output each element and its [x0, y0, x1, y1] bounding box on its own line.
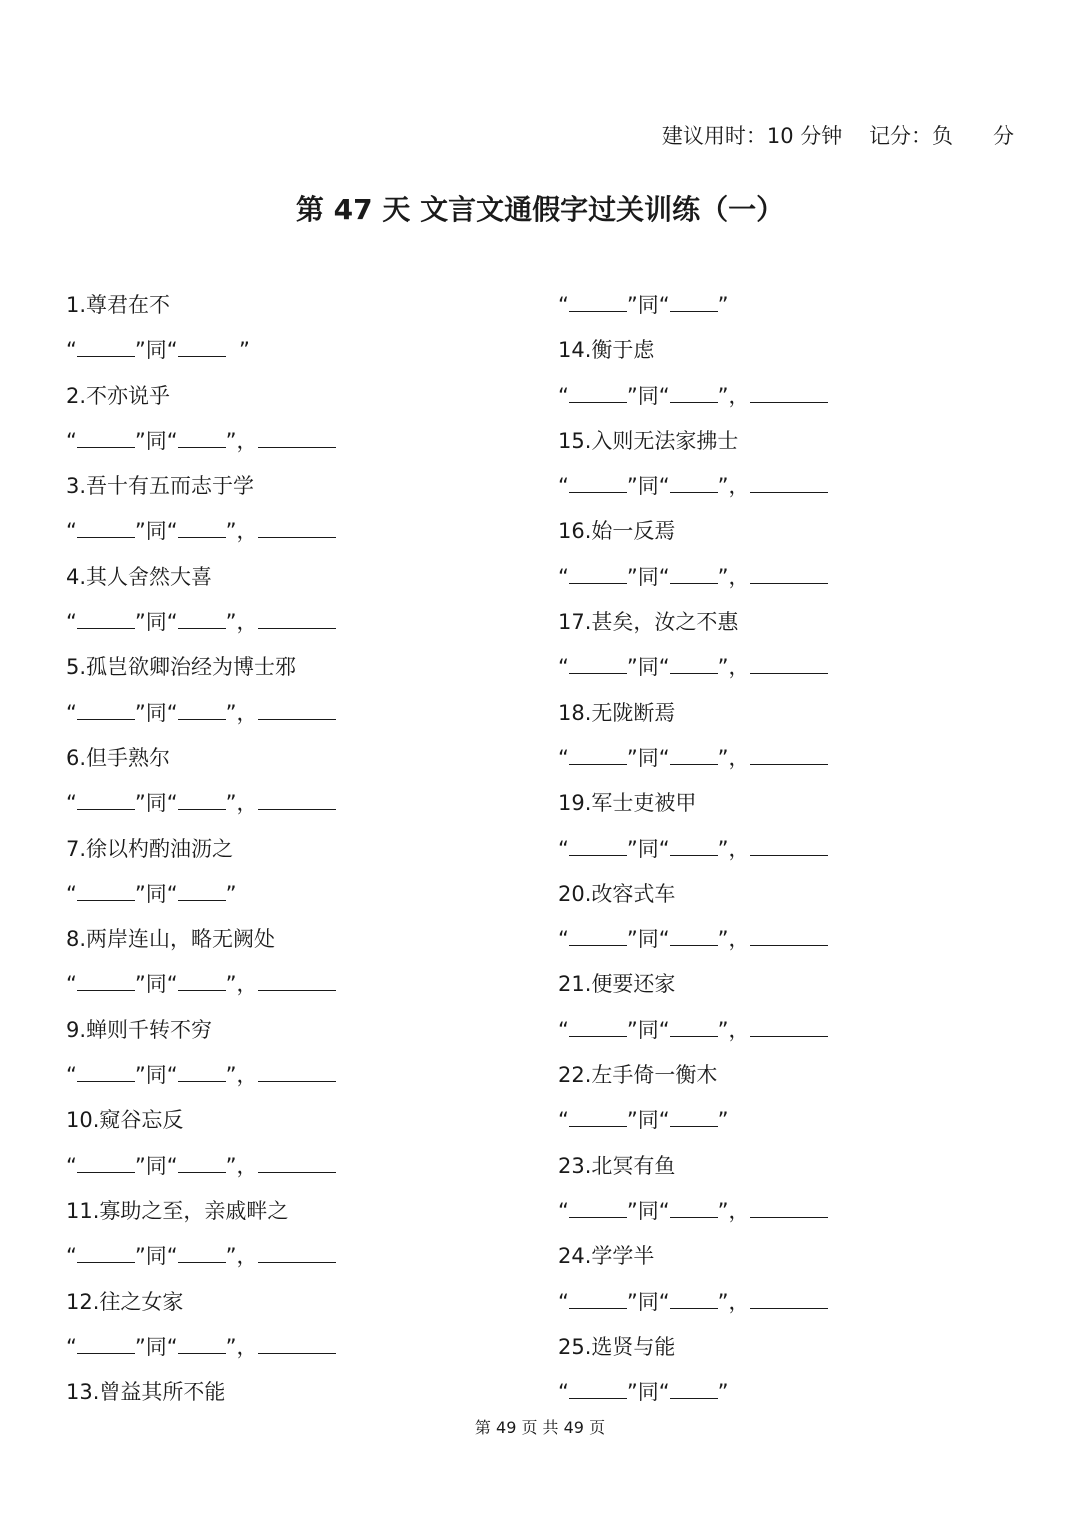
question-item: 18.无陇断焉 — [558, 700, 676, 725]
meaning-blank[interactable] — [258, 787, 336, 810]
answer-line — [66, 1329, 336, 1374]
close-quote: ” — [225, 881, 237, 906]
answer-line — [66, 785, 336, 830]
tong-label: ”同“ — [626, 1108, 670, 1133]
question-item: 17.甚矣，汝之不惠 — [558, 610, 739, 635]
question-item: 14.衡于虑 — [558, 338, 655, 363]
close-quote: ” — [717, 293, 729, 317]
open-quote: “ — [558, 293, 569, 317]
original-char-blank[interactable] — [178, 515, 226, 538]
tong-label: ”同“ — [134, 881, 178, 906]
question-item: 7.徐以杓酌油沥之 — [66, 836, 234, 861]
original-char-blank[interactable] — [670, 651, 718, 674]
original-char-blank[interactable] — [178, 425, 226, 448]
tongjia-char-blank[interactable] — [569, 1104, 627, 1127]
tongjia-char-blank[interactable] — [569, 1376, 627, 1399]
tong-label: ”同“ — [626, 293, 670, 317]
open-quote: “ — [66, 610, 77, 635]
open-quote: “ — [66, 519, 77, 544]
answer-line — [558, 468, 828, 513]
meaning-blank[interactable] — [258, 425, 336, 448]
original-char-blank[interactable] — [178, 787, 226, 810]
original-char-blank[interactable] — [670, 289, 718, 312]
question-item: 6.但手熟尔 — [66, 745, 171, 770]
original-char-blank[interactable] — [178, 1150, 226, 1173]
original-char-blank[interactable] — [670, 742, 718, 765]
tong-label: ”同“ — [134, 1244, 178, 1269]
close-quote: ”， — [225, 1244, 258, 1269]
open-quote: “ — [66, 881, 77, 906]
open-quote: “ — [558, 1289, 569, 1314]
page-footer: 第 49 页 共 49 页 — [474, 1418, 606, 1437]
tongjia-char-blank[interactable] — [77, 1150, 135, 1173]
open-quote: “ — [66, 700, 77, 725]
tong-label: ”同“ — [626, 383, 670, 408]
tong-label: ”同“ — [134, 1063, 178, 1088]
tong-label: ”同“ — [626, 655, 670, 680]
answer-line — [558, 559, 828, 604]
open-quote: “ — [66, 428, 77, 453]
original-char-blank[interactable] — [178, 334, 226, 357]
tongjia-char-blank[interactable] — [569, 742, 627, 765]
tong-label: ”同“ — [134, 610, 178, 635]
tongjia-char-blank[interactable] — [569, 380, 627, 403]
close-quote: ”， — [717, 1198, 750, 1223]
tong-label: ”同“ — [134, 428, 178, 453]
tong-label: ”同“ — [134, 1153, 178, 1178]
close-quote: ”， — [717, 655, 750, 680]
open-quote: “ — [558, 927, 569, 952]
meaning-blank[interactable] — [750, 742, 828, 765]
original-char-blank[interactable] — [178, 1059, 226, 1082]
tong-label: ”同“ — [626, 564, 670, 589]
open-quote: “ — [66, 338, 77, 363]
tong-label: ”同“ — [626, 474, 670, 499]
answer-line — [558, 1374, 828, 1419]
tong-label: ”同“ — [626, 1289, 670, 1314]
answer-line — [558, 740, 828, 785]
close-quote: ”， — [225, 610, 258, 635]
original-char-blank[interactable] — [670, 1195, 718, 1218]
tongjia-char-blank[interactable] — [77, 878, 135, 901]
answer-line — [558, 1284, 828, 1329]
tongjia-char-blank[interactable] — [77, 606, 135, 629]
open-quote: “ — [558, 474, 569, 499]
open-quote: “ — [66, 1334, 77, 1359]
close-quote: ” — [225, 338, 250, 363]
question-item: 21.便要还家 — [558, 972, 676, 997]
question-item: 20.改容式车 — [558, 881, 676, 906]
open-quote: “ — [558, 1108, 569, 1133]
answer-line — [66, 1057, 336, 1102]
question-item: 24.学学半 — [558, 1244, 655, 1269]
tongjia-char-blank[interactable] — [77, 515, 135, 538]
close-quote: ”， — [717, 745, 750, 770]
tongjia-char-blank[interactable] — [569, 1286, 627, 1309]
question-item: 10.窥谷忘反 — [66, 1108, 184, 1133]
tongjia-char-blank[interactable] — [77, 334, 135, 357]
close-quote: ”， — [225, 1063, 258, 1088]
tong-label: ”同“ — [626, 1380, 670, 1405]
close-quote: ”， — [717, 1017, 750, 1042]
close-quote: ”， — [225, 700, 258, 725]
original-char-blank[interactable] — [178, 606, 226, 629]
original-char-blank[interactable] — [670, 380, 718, 403]
question-item: 8.两岸连山，略无阙处 — [66, 927, 276, 952]
close-quote: ”， — [225, 1153, 258, 1178]
tong-label: ”同“ — [626, 1198, 670, 1223]
tongjia-char-blank[interactable] — [77, 968, 135, 991]
open-quote: “ — [558, 383, 569, 408]
close-quote: ” — [717, 1108, 729, 1133]
tong-label: ”同“ — [134, 700, 178, 725]
close-quote: ”， — [225, 972, 258, 997]
close-quote: ”， — [717, 383, 750, 408]
question-item: 1.尊君在不 — [66, 293, 171, 317]
meaning-blank[interactable] — [750, 651, 828, 674]
answer-line — [558, 378, 828, 423]
answer-line — [66, 966, 336, 1011]
original-char-blank[interactable] — [670, 1104, 718, 1127]
close-quote: ”， — [717, 836, 750, 861]
original-char-blank[interactable] — [670, 1376, 718, 1399]
tongjia-char-blank[interactable] — [569, 561, 627, 584]
tong-label: ”同“ — [626, 836, 670, 861]
tong-label: ”同“ — [626, 745, 670, 770]
meaning-blank[interactable] — [258, 1150, 336, 1173]
open-quote: “ — [66, 1244, 77, 1269]
question-item: 16.始一反焉 — [558, 519, 676, 544]
tongjia-char-blank[interactable] — [569, 833, 627, 856]
tongjia-char-blank[interactable] — [569, 651, 627, 674]
meaning-blank[interactable] — [258, 968, 336, 991]
original-char-blank[interactable] — [670, 470, 718, 493]
tongjia-char-blank[interactable] — [77, 787, 135, 810]
open-quote: “ — [66, 791, 77, 816]
open-quote: “ — [558, 836, 569, 861]
answer-line — [66, 1148, 336, 1193]
right-column — [558, 287, 828, 1419]
tongjia-char-blank[interactable] — [569, 289, 627, 312]
open-quote: “ — [558, 1017, 569, 1042]
tong-label: ”同“ — [134, 1334, 178, 1359]
tong-label: ”同“ — [626, 1017, 670, 1042]
open-quote: “ — [66, 972, 77, 997]
meaning-blank[interactable] — [258, 697, 336, 720]
question-item: 25.选贤与能 — [558, 1334, 676, 1359]
question-item: 9.蝉则千转不穷 — [66, 1017, 213, 1042]
question-item: 22.左手倚一衡木 — [558, 1063, 718, 1088]
answer-line — [558, 287, 828, 332]
tongjia-char-blank[interactable] — [569, 470, 627, 493]
question-item: 12.往之女家 — [66, 1289, 184, 1314]
original-char-blank[interactable] — [178, 878, 226, 901]
open-quote: “ — [558, 1380, 569, 1405]
question-item: 23.北冥有鱼 — [558, 1153, 676, 1178]
tong-label: ”同“ — [134, 338, 178, 363]
original-char-blank[interactable] — [178, 1331, 226, 1354]
tongjia-char-blank[interactable] — [569, 1195, 627, 1218]
question-item: 2.不亦说乎 — [66, 383, 171, 408]
tongjia-char-blank[interactable] — [77, 425, 135, 448]
meaning-blank[interactable] — [750, 923, 828, 946]
tongjia-char-blank[interactable] — [77, 1331, 135, 1354]
question-item: 4.其人舍然大喜 — [66, 564, 213, 589]
tong-label: ”同“ — [134, 519, 178, 544]
close-quote: ” — [717, 1380, 729, 1405]
question-item: 15.入则无法家拂士 — [558, 428, 739, 453]
page-title: 第 47 天 文言文通假字过关训练（一） — [295, 193, 785, 226]
original-char-blank[interactable] — [670, 1286, 718, 1309]
meaning-blank[interactable] — [258, 515, 336, 538]
original-char-blank[interactable] — [670, 561, 718, 584]
meaning-blank[interactable] — [750, 380, 828, 403]
close-quote: ”， — [225, 428, 258, 453]
close-quote: ”， — [717, 564, 750, 589]
open-quote: “ — [558, 655, 569, 680]
original-char-blank[interactable] — [670, 1014, 718, 1037]
tongjia-char-blank[interactable] — [77, 1059, 135, 1082]
original-char-blank[interactable] — [178, 697, 226, 720]
close-quote: ”， — [717, 927, 750, 952]
open-quote: “ — [558, 564, 569, 589]
answer-line — [66, 695, 336, 740]
left-column — [66, 287, 336, 1419]
original-char-blank[interactable] — [670, 833, 718, 856]
meaning-blank[interactable] — [750, 833, 828, 856]
meaning-blank[interactable] — [258, 606, 336, 629]
open-quote: “ — [558, 1198, 569, 1223]
meaning-blank[interactable] — [750, 1286, 828, 1309]
meaning-blank[interactable] — [750, 1195, 828, 1218]
original-char-blank[interactable] — [178, 968, 226, 991]
tongjia-char-blank[interactable] — [77, 1240, 135, 1263]
close-quote: ”， — [225, 791, 258, 816]
tong-label: ”同“ — [134, 791, 178, 816]
meta-info: 建议用时：10 分钟 记分：负 分 — [661, 124, 1014, 148]
answer-line — [558, 831, 828, 876]
question-item: 13.曾益其所不能 — [66, 1380, 226, 1405]
answer-line — [66, 513, 336, 558]
close-quote: ”， — [225, 1334, 258, 1359]
original-char-blank[interactable] — [670, 923, 718, 946]
close-quote: ”， — [225, 519, 258, 544]
answer-line — [66, 332, 336, 377]
open-quote: “ — [66, 1063, 77, 1088]
meaning-blank[interactable] — [258, 1059, 336, 1082]
question-item: 5.孤岂欲卿治经为博士邪 — [66, 655, 297, 680]
meaning-blank[interactable] — [750, 470, 828, 493]
tong-label: ”同“ — [134, 972, 178, 997]
answer-line — [558, 1012, 828, 1057]
close-quote: ”， — [717, 1289, 750, 1314]
tongjia-char-blank[interactable] — [77, 697, 135, 720]
close-quote: ”， — [717, 474, 750, 499]
answer-line — [66, 604, 336, 649]
open-quote: “ — [66, 1153, 77, 1178]
meaning-blank[interactable] — [258, 1331, 336, 1354]
answer-line — [558, 1102, 828, 1147]
question-item: 11.寡助之至，亲戚畔之 — [66, 1198, 289, 1223]
meaning-blank[interactable] — [750, 561, 828, 584]
answer-line — [558, 1193, 828, 1238]
tong-label: ”同“ — [626, 927, 670, 952]
answer-line — [66, 1238, 336, 1283]
meaning-blank[interactable] — [258, 1240, 336, 1263]
original-char-blank[interactable] — [178, 1240, 226, 1263]
tongjia-char-blank[interactable] — [569, 923, 627, 946]
answer-line — [66, 876, 336, 921]
meaning-blank[interactable] — [750, 1014, 828, 1037]
open-quote: “ — [558, 745, 569, 770]
tongjia-char-blank[interactable] — [569, 1014, 627, 1037]
question-item: 19.军士吏被甲 — [558, 791, 697, 816]
answer-line — [558, 649, 828, 694]
answer-line — [66, 423, 336, 468]
question-item: 3.吾十有五而志于学 — [66, 474, 255, 499]
answer-line — [558, 921, 828, 966]
